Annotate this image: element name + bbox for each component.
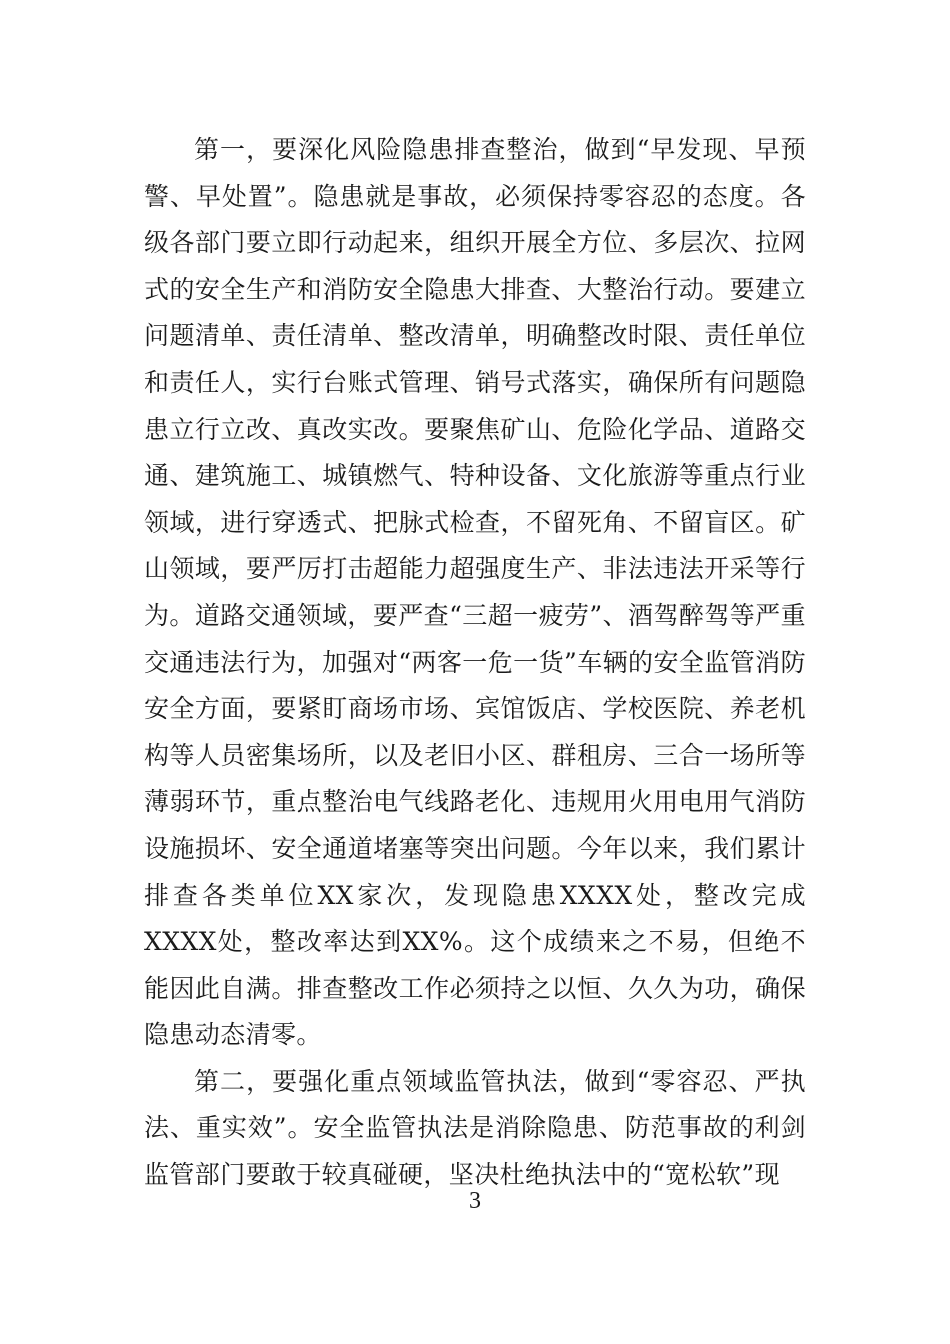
document-body — [144, 127, 806, 1199]
paragraph-1: 第一，要深化风险隐患排查整治，做到“早发现、早预警、早处置”。隐患就是事故，必须保持零容忍的态度。各级各部门要立即行动起来，组织开展全方位、多层次、拉网式的安全生产和消防安全隐患大排查、大整治行动。要建立问题清单、责任清单、整改清单，明确整改时限、责任单位和责任人，实行台账式管理、销号式落实，确保所有问题隐患立行立改、真改实改。要聚焦矿山、危险化学品、道路交通、建筑施工、城镇燃气、特种设备、文化旅游等重点行业领域，进行穿透式、把脉式检查，不留死角、不留盲区。矿山领域，要严厉打击超能力超强度生产、非法违法开采等行为。道路交通领域，要严查“三超一疲劳”、酒驾醉驾等严重交通违法行为，加强对“两客一危一货”车辆的安全监管消防安全方面，要紧盯商场市场、宾馆饭店、学校医院、养老机构等人员密集场所，以及老旧小区、群租房、三合一场所等薄弱环节，重点整治电气线路老化、违规用火用电用气消防设施损坏、安全通道堵塞等突出问题。今年以来，我们累计排查各类单位XX家次，发现隐患XXXX处，整改完成XXXX处，整改率达到XX%。这个成绩来之不易，但绝不能因此自满。排查整改工作必须持之以恒、久久为功，确保隐患动态清零。 — [144, 135, 806, 1050]
page-number: 3 — [469, 1188, 481, 1214]
paragraph-2: 第二，要强化重点领域监管执法，做到“零容忍、严执法、重实效”。安全监管执法是消除隐患、防范事故的利剑监管部门要敢于较真碰硬，坚决杜绝执法中的“宽松软”现 — [144, 1066, 806, 1190]
